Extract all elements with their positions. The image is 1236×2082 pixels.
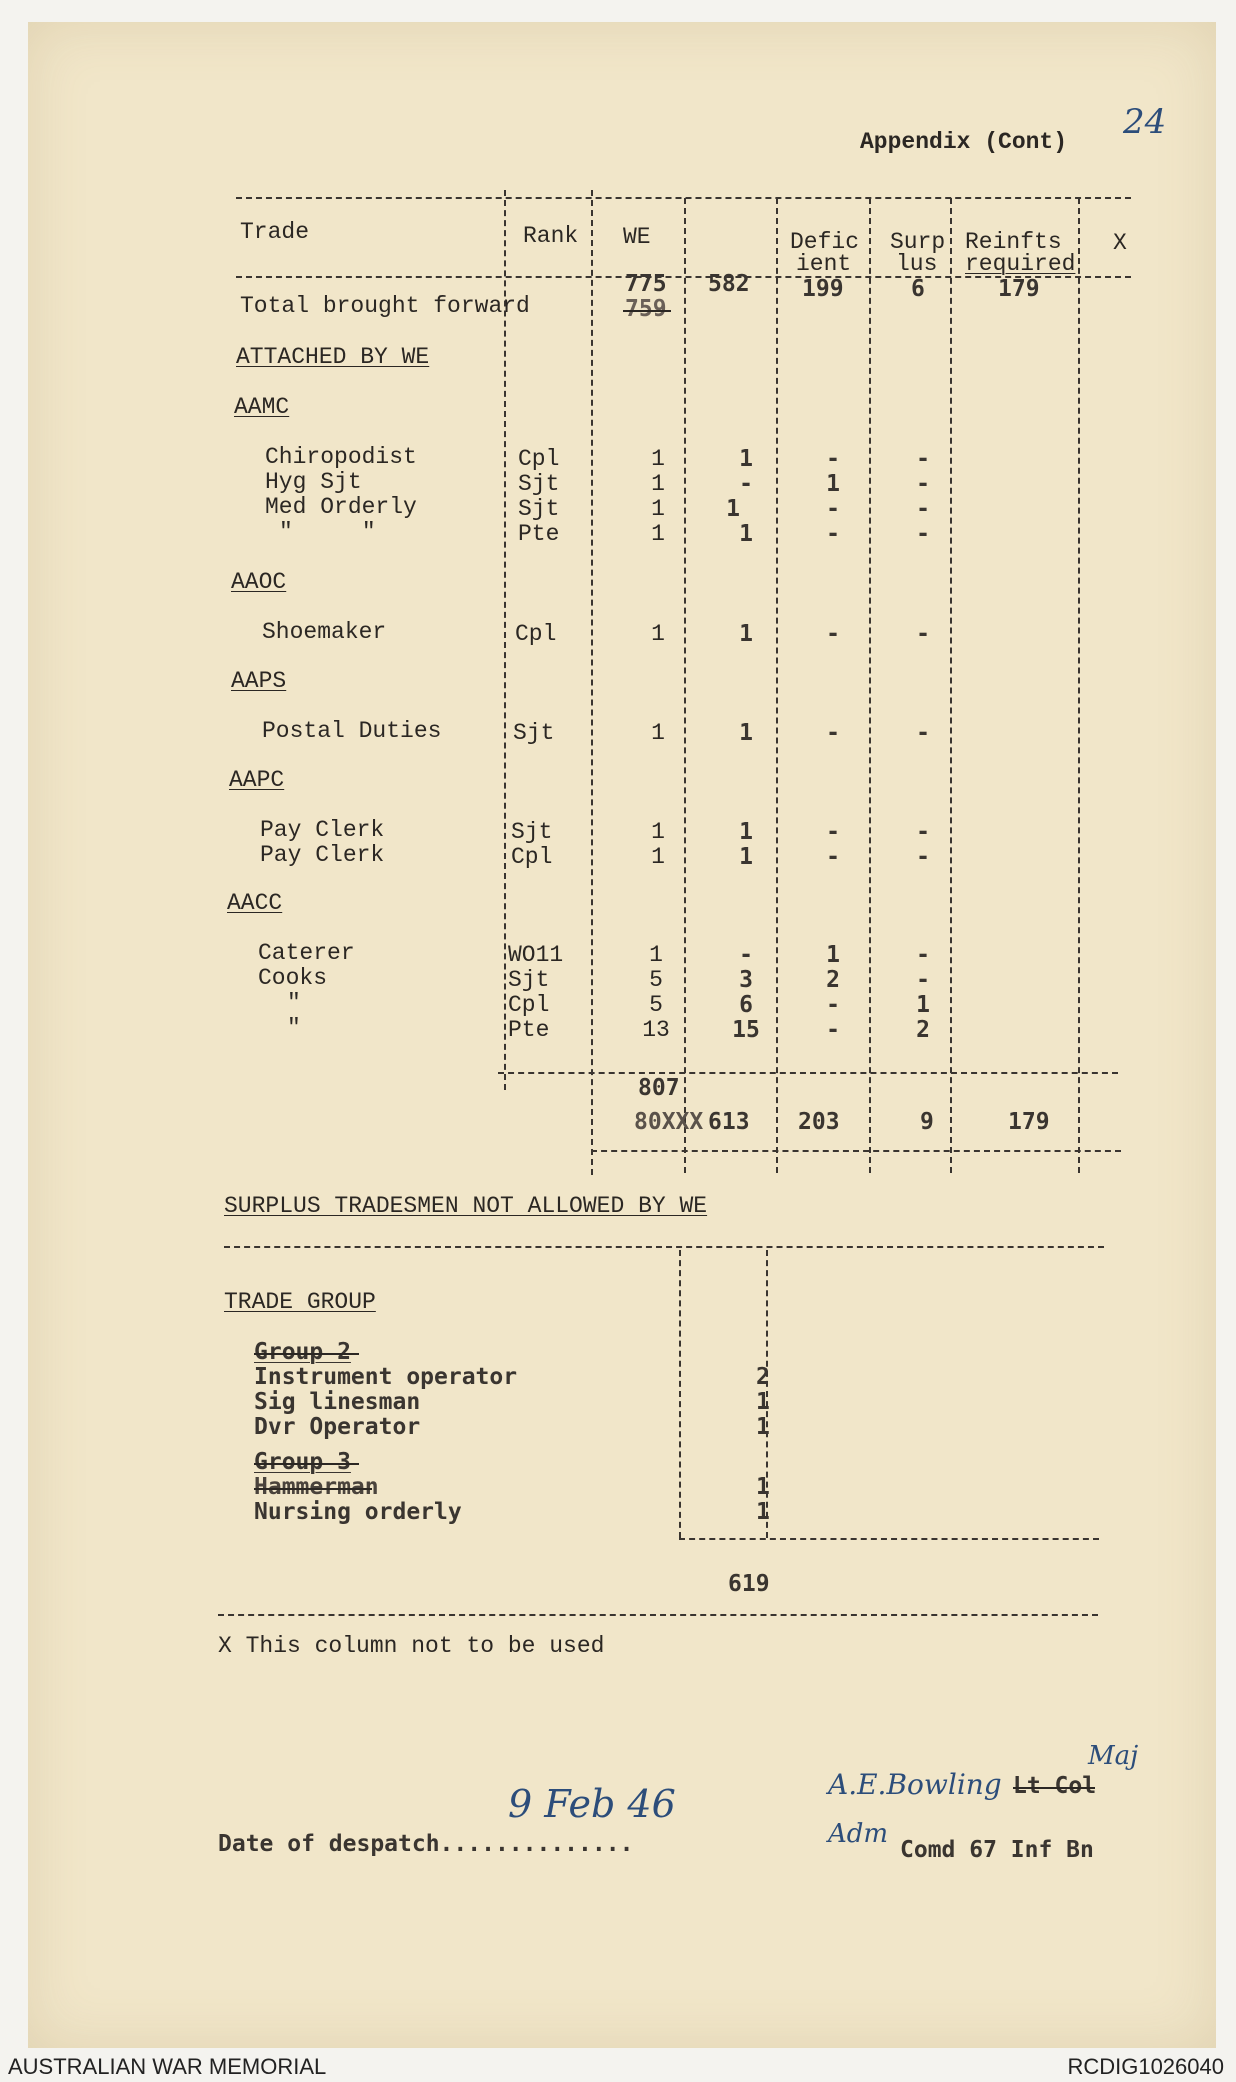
we-cooks2: 5 — [649, 992, 663, 1018]
trade-pay1: Pay Clerk — [260, 817, 385, 843]
rank-new: Maj — [1088, 1741, 1139, 1771]
x-col-line — [1078, 198, 1080, 1173]
rank-caterer: WO11 — [508, 942, 564, 968]
page-number: 24 — [1123, 102, 1167, 142]
we-med1: 1 — [651, 496, 665, 522]
document-page — [28, 22, 1216, 2048]
surp-pay1: - — [916, 819, 930, 845]
bf-we-strike — [623, 310, 671, 312]
surp-col-line — [869, 198, 871, 1173]
rank-cooks1: Sjt — [508, 967, 550, 993]
col-rank: Rank — [523, 223, 579, 249]
total-reinf: 179 — [1008, 1109, 1050, 1135]
defic-pay2: - — [826, 844, 840, 870]
bf-reinf: 179 — [998, 276, 1040, 302]
surp-cooks1: - — [916, 967, 930, 993]
held-hyg: - — [739, 471, 753, 497]
archive-id: RCDIG1026040 — [1067, 2054, 1224, 2079]
total-held: 613 — [708, 1109, 750, 1135]
col-trade: Trade — [240, 219, 310, 245]
totals-rule — [498, 1072, 1118, 1074]
group-aacc: AACC — [227, 890, 283, 916]
we-cooks1: 5 — [649, 967, 663, 993]
defic-cooks2: - — [826, 992, 840, 1018]
end-rule — [218, 1614, 1098, 1616]
held-med2: 1 — [739, 521, 753, 547]
total-surp: 9 — [920, 1109, 934, 1135]
group2-strike — [254, 1353, 359, 1355]
rank-shoemaker: Cpl — [515, 621, 557, 647]
col-defic-1: Defic — [790, 229, 860, 255]
we-col-line — [591, 190, 593, 1175]
total-we-new: 807 — [638, 1075, 680, 1101]
trade-cooks3: " — [287, 1015, 301, 1041]
bf-held: 582 — [708, 271, 750, 297]
group-aapc: AAPC — [229, 767, 285, 793]
surplus-rule — [224, 1246, 1104, 1248]
archive-name: AUSTRALIAN WAR MEMORIAL — [8, 2054, 327, 2079]
group3-heading: Group 3 — [254, 1449, 351, 1475]
surplus-bottom-rule — [679, 1538, 1099, 1540]
held-cooks3: 15 — [732, 1017, 760, 1043]
trade-chiropodist: Chiropodist — [265, 444, 417, 470]
rank-med1: Sjt — [518, 496, 560, 522]
column-note: X This column not to be used — [218, 1633, 605, 1659]
trade-shoemaker: Shoemaker — [262, 619, 387, 645]
surp-med1: - — [916, 496, 930, 522]
commander-title: Comd 67 Inf Bn — [900, 1837, 1094, 1863]
brought-forward-label: Total brought forward — [240, 293, 530, 319]
surp-pay2: - — [916, 844, 930, 870]
col-defic-2: ient — [796, 251, 852, 277]
we-caterer: 1 — [649, 942, 663, 968]
held-cooks2: 6 — [739, 992, 753, 1018]
surp-cooks3: 2 — [916, 1017, 930, 1043]
signature: A.E.Bowling — [828, 1768, 1002, 1801]
held-postal: 1 — [739, 720, 753, 746]
section-attached: ATTACHED BY WE — [236, 344, 430, 370]
totals-bottom-rule — [591, 1150, 1121, 1152]
defic-chiropodist: - — [826, 446, 840, 472]
col-surp-2: lus — [896, 251, 938, 277]
defic-cooks1: 2 — [826, 967, 840, 993]
item-hammerman: Hammerman — [254, 1474, 379, 1500]
group-aaps: AAPS — [231, 668, 287, 694]
trade-med1: Med Orderly — [265, 494, 417, 520]
bf-surp: 6 — [911, 276, 925, 302]
group3-strike — [254, 1463, 359, 1465]
held-pay1: 1 — [739, 819, 753, 845]
total-we-old: 80XXX — [634, 1109, 704, 1135]
rank-pay1: Sjt — [511, 819, 553, 845]
defic-cooks3: - — [826, 1017, 840, 1043]
held-col-line — [684, 198, 686, 1173]
defic-med1: - — [826, 496, 840, 522]
trade-caterer: Caterer — [258, 940, 355, 966]
we-cooks3: 13 — [642, 1017, 670, 1043]
defic-pay1: - — [826, 819, 840, 845]
col-x: X — [1113, 230, 1127, 256]
count-instrument-operator: 2 — [756, 1364, 770, 1390]
bf-defic: 199 — [802, 276, 844, 302]
rank-postal: Sjt — [513, 720, 555, 746]
held-med1: 1 — [726, 496, 740, 522]
trade-postal: Postal Duties — [262, 718, 442, 744]
held-chiropodist: 1 — [739, 446, 753, 472]
rank-struck: Lt Col — [1013, 1773, 1097, 1799]
count-sig-linesman: 1 — [756, 1389, 770, 1415]
rank-cooks3: Pte — [508, 1017, 550, 1043]
held-caterer: - — [739, 942, 753, 968]
rank-chiropodist: Cpl — [518, 446, 560, 472]
item-instrument-operator: Instrument operator — [254, 1364, 518, 1390]
surp-chiropodist: - — [916, 446, 930, 472]
we-hyg: 1 — [651, 471, 665, 497]
rank-col-line — [504, 190, 506, 1090]
count-hammerman: 1 — [756, 1474, 770, 1500]
surplus-col-line-1 — [679, 1250, 681, 1538]
surp-med2: - — [916, 521, 930, 547]
we-med2: 1 — [651, 521, 665, 547]
despatch-date: 9 Feb 46 — [508, 1782, 676, 1826]
col-we: WE — [623, 224, 651, 250]
trade-cooks1: Cooks — [258, 965, 328, 991]
group2-heading: Group 2 — [254, 1339, 351, 1365]
col-reinf-1: Reinfts — [965, 229, 1062, 255]
surplus-title: SURPLUS TRADESMEN NOT ALLOWED BY WE — [224, 1193, 708, 1219]
rank-strike — [1013, 1787, 1095, 1789]
rank-med2: Pte — [518, 521, 560, 547]
bf-we-new: 775 — [625, 271, 667, 297]
defic-caterer: 1 — [826, 942, 840, 968]
trade-pay2: Pay Clerk — [260, 842, 385, 868]
surplus-total: 619 — [728, 1571, 770, 1597]
item-nursing-orderly: Nursing orderly — [254, 1499, 462, 1525]
count-nursing-orderly: 1 — [756, 1499, 770, 1525]
adm-annotation: Adm — [828, 1819, 889, 1849]
we-pay2: 1 — [651, 844, 665, 870]
surp-shoemaker: - — [916, 621, 930, 647]
surp-hyg: - — [916, 471, 930, 497]
trade-group-heading: TRADE GROUP — [224, 1289, 376, 1315]
bf-we-old: 759 — [625, 296, 667, 322]
rank-hyg: Sjt — [518, 471, 560, 497]
we-postal: 1 — [651, 720, 665, 746]
held-cooks1: 3 — [739, 967, 753, 993]
item-dvr-operator: Dvr Operator — [254, 1414, 421, 1440]
defic-hyg: 1 — [826, 471, 840, 497]
item-sig-linesman: Sig linesman — [254, 1389, 421, 1415]
held-shoemaker: 1 — [739, 621, 753, 647]
count-dvr-operator: 1 — [756, 1414, 770, 1440]
col-reinf-2: required — [965, 251, 1076, 277]
total-defic: 203 — [798, 1109, 840, 1135]
defic-shoemaker: - — [826, 621, 840, 647]
surp-postal: - — [916, 720, 930, 746]
archive-footer — [0, 2054, 1236, 2082]
defic-postal: - — [826, 720, 840, 746]
appendix-heading: Appendix (Cont) — [860, 129, 1068, 155]
despatch-label: Date of despatch.............. — [218, 1831, 634, 1857]
rank-cooks2: Cpl — [508, 992, 550, 1018]
trade-med2: " " — [279, 519, 376, 545]
hammerman-strike — [254, 1488, 372, 1490]
held-pay2: 1 — [739, 844, 753, 870]
defic-med2: - — [826, 521, 840, 547]
group-aamc: AAMC — [234, 394, 290, 420]
surp-caterer: - — [916, 942, 930, 968]
defic-col-line — [776, 198, 778, 1173]
reinf-col-line — [950, 198, 952, 1173]
surp-cooks2: 1 — [916, 992, 930, 1018]
group-aaoc: AAOC — [231, 569, 287, 595]
we-pay1: 1 — [651, 819, 665, 845]
we-shoemaker: 1 — [651, 621, 665, 647]
trade-hyg: Hyg Sjt — [265, 469, 362, 495]
trade-cooks2: " — [287, 990, 301, 1016]
rank-pay2: Cpl — [511, 844, 553, 870]
col-surp-1: Surp — [890, 229, 946, 255]
we-chiropodist: 1 — [651, 446, 665, 472]
